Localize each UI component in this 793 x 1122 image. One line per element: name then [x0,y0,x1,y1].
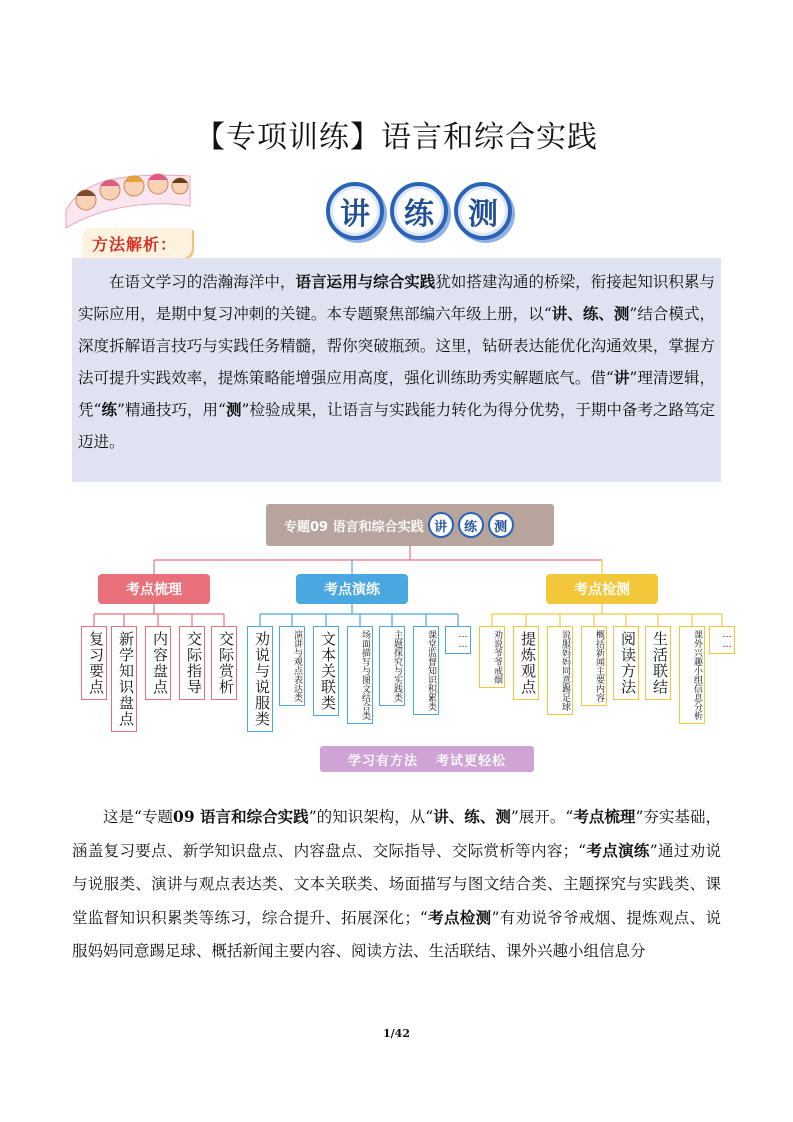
knowledge-mindmap [78,496,734,780]
leaf-practice-1: 劝说与说服类 [247,626,273,732]
leaf-review-5: 交际赏析 [211,626,237,700]
root-badge-ce: 测 [488,512,514,538]
jiang-lian-ce-badges [326,182,526,242]
leaf-test-5: 阅读方法 [613,626,639,700]
leaf-practice-3: 文本关联类 [313,626,339,716]
body-paragraph-box [72,800,721,968]
slogan-right: 考试更轻松 [436,753,507,769]
intro-text: ”理清逻辑，凭“ [78,369,715,419]
body-bold: 讲、练、测 [433,807,511,826]
body-text: ”有劝说爷爷戒烟、提炼观点、说服妈妈同意踢足球、概括新闻主要内容、阅读方法、生活联结、课外兴趣小组信息分 [72,909,721,960]
slogan-banner [320,746,534,772]
mindmap-root [266,504,554,546]
body-text: ”的知识架构，从“ [308,808,434,826]
body-bold: 考点检测 [427,908,492,927]
intro-text: 犹如搭建沟通的桥梁，衔接起知识积累与实际应用，是期中复习冲刺的关键。本专题聚焦部编六年级上册，以“ [78,273,715,323]
body-paragraph [72,800,721,968]
intro-text: ”结合模式，深度拆解语言技巧与实践任务精髓，帮你突破瓶颈。这里，钻研表达能优化沟通效果，掌握方法可提升实践效率，提炼策略能增强应用高度，强化训练助秀实解题底气。借“ [78,305,715,387]
root-badge-jiang: 讲 [428,512,454,538]
leaf-test-4: 概括新闻主要内容 [581,626,607,706]
leaf-review-3: 内容盘点 [145,626,171,700]
category-practice: 考点演练 [296,574,408,604]
slogan-left: 学习有方法 [347,753,418,769]
leaf-practice-2: 演讲与观点表达类 [279,626,305,706]
body-text: 这是“专题 [103,808,174,826]
leaf-test-7: 课外兴趣小组信息分析 [679,626,705,724]
page-number: 1/42 [383,1027,410,1040]
kids-illustration-icon [62,170,194,232]
intro-text: ”精通技巧，用“ [117,401,226,419]
body-text: ”夯实基础，涵盖复习要点、新学知识盘点、内容盘点、交际指导、交际赏析等内容；“ [72,808,721,860]
leaf-review-1: 复习要点 [81,626,107,700]
page-title: 【专项训练】语言和综合实践 [195,120,598,155]
category-review: 考点梳理 [98,574,210,604]
leaf-test-2: 提炼观点 [513,626,539,700]
body-bold: 09 语言和综合实践 [173,807,309,826]
leaf-test-1: 劝说爷爷戒烟 [479,626,505,688]
mindmap-root-label: 专题09 语言和综合实践 [284,519,424,535]
leaf-practice-7: …… [445,626,471,654]
badge-ce: 测 [454,182,512,240]
root-badge-lian: 练 [458,512,484,538]
leaf-test-8: …… [709,626,735,654]
leaf-test-6: 生活联结 [645,626,671,700]
body-text: ”展开。“ [510,808,574,826]
leaf-review-2: 新学知识盘点 [111,626,137,732]
leaf-practice-5: 主题探究与实践类 [379,626,405,706]
intro-bold: 讲、练、测 [551,304,630,323]
badge-lian: 练 [390,182,448,240]
intro-paragraph-box [72,258,721,482]
leaf-practice-6: 课堂监督知识积累类 [413,626,439,715]
badge-jiang: 讲 [326,182,384,240]
intro-text: 在语文学习的浩瀚海洋中， [109,273,296,291]
intro-paragraph [78,266,715,458]
intro-bold: 测 [225,400,242,419]
category-test: 考点检测 [546,574,658,604]
leaf-review-4: 交际指导 [179,626,205,700]
leaf-test-3: 说服妈妈同意踢足球 [547,626,573,715]
body-bold: 考点梳理 [573,807,636,826]
leaf-practice-4: 场面描写与图文结合类 [347,626,373,724]
intro-text: ”检验成果，让语言与实践能力转化为得分优势，于期中备考之路笃定迈进。 [78,401,715,451]
body-text: ”通过劝说与说服类、演讲与观点表达类、文本关联类、场面描写与图文结合类、主题探究与实践类、课堂监督知识积累类等练习，综合提升、拓展深化；“ [72,842,721,927]
method-analysis-label: 方法解析： [92,235,178,254]
intro-bold: 练 [101,400,117,419]
body-bold: 考点演练 [586,841,650,860]
method-analysis-banner [82,228,192,258]
intro-bold: 语言运用与综合实践 [295,272,436,291]
intro-bold: 讲 [613,368,630,387]
